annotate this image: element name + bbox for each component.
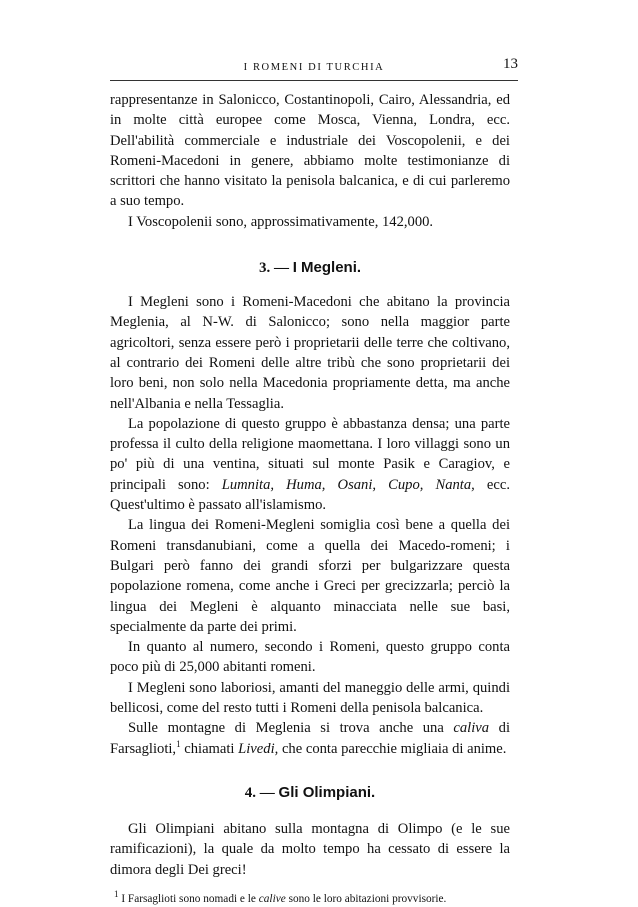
footnote-mark: 1 (176, 738, 181, 749)
paragraph: rappresentanze in Salonicco, Costantinopoli, Cairo, Alessandria, ed in molte città europee come Mosca, Vienna, Londra, ecc. Dell'abilità commerciale e industriale dei Voscopolenii, e dei Romeni-Macedoni in genere, abbiamo molte testimonianze di scrittori che hanno visitato la penisola balcanica, e di cui parleremo a suo tempo. (110, 92, 510, 210)
page-body (110, 90, 510, 907)
section-number: 4. — (244, 784, 275, 801)
footnote-text: sono le loro abitazioni provvisorie. (288, 892, 447, 905)
paragraph-text: che conta parecchie migliaia di anime. (281, 740, 507, 757)
section-title: Gli Olimpiani. (278, 783, 376, 801)
paragraph: La lingua dei Romeni-Megleni somiglia così bene a quella dei Romeni transdanubiani, come a quella dei Macedo-romeni; i Bulgari però fanno dei grandi sforzi per bulgarizzare questa popolazione romena, come anche i Greci per grecizzarla; perciò la lingua dei Megleni è alquanto minacciata nelle sue basi, specialmente da parte dei primi. (110, 517, 510, 635)
paragraph: I Megleni sono i Romeni-Macedoni che abitano la provincia Meglenia, al N-W. di Salonicco; sono nella maggior parte agricoltori, senza essere però i proprietarii delle terre che coltivano, al contrario dei Romeni delle altre tribù che sono proprietarii dei loro beni, non solo nella Macedonia propriamente detta, ma anche nell'Albania e nella Tessaglia. (110, 294, 510, 412)
paragraph: I Voscopolenii sono, approssimativamente, 142,000. (128, 213, 434, 230)
section-heading-4 (110, 783, 510, 803)
paragraph: Gli Olimpiani abitano sulla montagna di Olimpo (e le sue ramificazioni), la quale da molto tempo ha cessato di essere la dimora degli Dei greci! (110, 820, 510, 878)
paragraph (110, 414, 510, 515)
page-header (110, 56, 518, 80)
term-livedi: Livedi, (238, 740, 279, 757)
paragraph: In quanto al numero, secondo i Romeni, questo gruppo conta poco più di 25,000 abitanti romeni. (110, 639, 510, 676)
paragraph: I Megleni sono laboriosi, amanti del maneggio delle armi, quindi bellicosi, come del resto tutti i Romeni della penisola balcanica. (110, 679, 510, 717)
village-names: Lumnita, Huma, Osani, Cupo, Nanta, (221, 476, 475, 493)
term-caliva: caliva (453, 720, 490, 737)
footnote (110, 889, 510, 907)
section-heading-3 (110, 258, 510, 278)
section-number: 3. — (258, 260, 289, 277)
footnote-mark: 1 (114, 889, 119, 900)
paragraph (110, 718, 510, 759)
header-rule (110, 80, 518, 81)
page-number: 13 (503, 56, 518, 72)
footnote-text: I Farsaglioti sono nomadi e le (121, 892, 256, 905)
term-calive: calive (258, 892, 286, 905)
paragraph-text: Sulle montagne di Meglenia si trova anche una (128, 720, 444, 737)
paragraph-text: ecc. Quest'ultimo è passato all'islamismo. (110, 476, 510, 514)
running-title: I ROMENI DI TURCHIA (243, 62, 385, 73)
paragraph-text: di Farsaglioti, (110, 720, 510, 757)
paragraph-text: chiamati (184, 740, 235, 757)
paragraph-text: La popolazione di questo gruppo è abbastanza densa; una parte professa il culto della religione maomettana. I loro villaggi sono un po' più di una ventina, situati sul monte Pasik e Caragiov, e principali sono: (110, 415, 510, 493)
section-title: I Megleni. (292, 259, 362, 277)
